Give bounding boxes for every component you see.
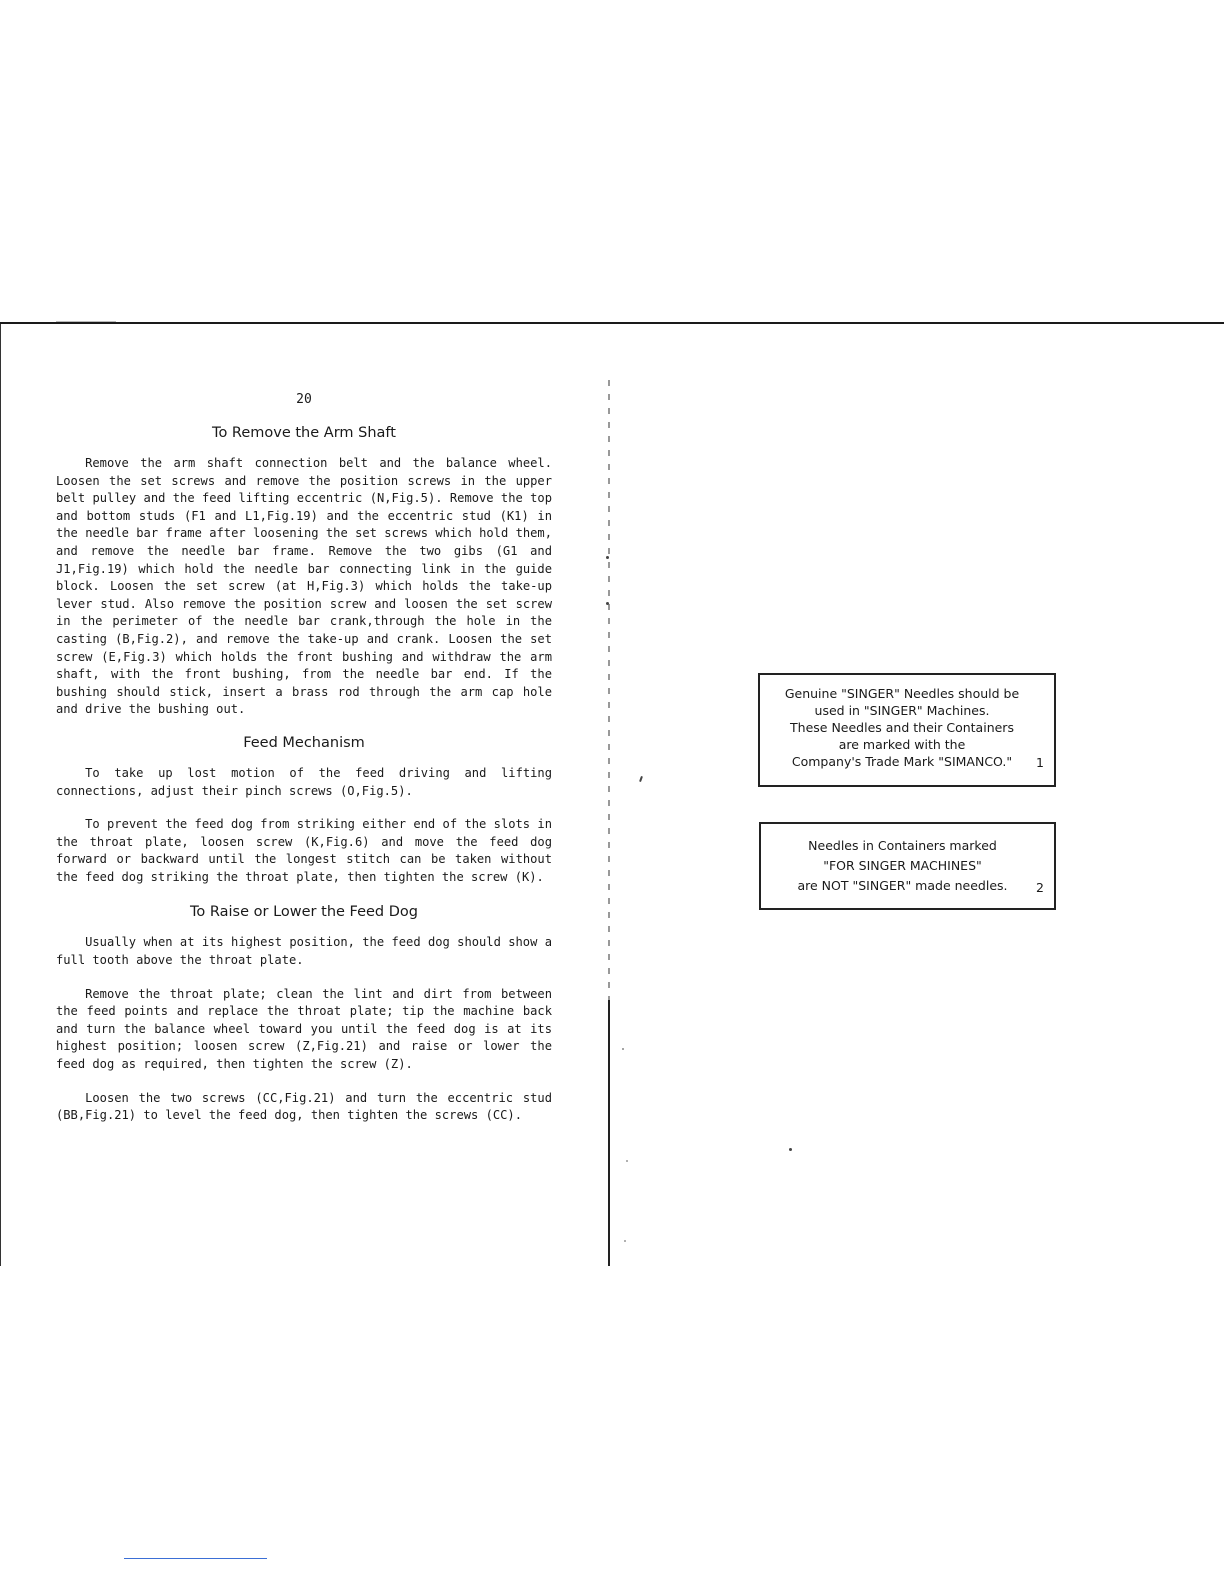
paragraph-highest-position: Usually when at its highest position, the feed dog should show a full tooth above the throat plate. [56,935,552,968]
paragraph-arm-shaft: Remove the arm shaft connection belt and the balance wheel. Loosen the set screws and remove the position screws in the upper belt pulley and the feed lifting eccentric (N,Fig.5). Remove the top and bottom studs (F1 and L1,Fig.19) and the eccentric stud (K1) in the needle bar frame after loosening the set screws which hold them, and remove the needle bar frame. Remove the two gibs (G1 and J1,Fig.19) which hold the needle bar connecting link in the guide block. Loosen the set screw (at H,Fig.3) which holds the take-up lever stud. Also remove the position screw and loosen the set screw in the perimeter of the needle bar crank,through the hole in the casting (B,Fig.2), and remove the take-up and crank. Loosen the set screw (E,Fig.3) which holds the front bushing and withdraw the arm shaft, with the front bushing, from the needle bar end. If the bushing should stick, insert a brass rod through the arm cap hole and drive the bushing out. [56,456,552,717]
notice-line: Genuine "SINGER" Needles should be [784,686,1020,701]
section-heading-raise-lower: To Raise or Lower the Feed Dog [190,904,418,921]
notice-line: These Needles and their Containers [790,720,1014,735]
scan-speck [606,602,609,605]
notice-box-not-singer [759,822,1056,910]
notice-number: 2 [1036,880,1044,895]
paragraph-feed-dog-slots: To prevent the feed dog from striking either end of the slots in the throat plate, loosen screw (K,Fig.6) and move the feed dog forward or backward until the longest stitch can be taken without the feed dog striking the throat plate, then tighten the screw (K). [56,817,552,884]
paragraph-raise-lower-steps: Remove the throat plate; clean the lint and dirt from between the feed points and replace the throat plate; tip the machine back and turn the balance wheel toward you until the feed dog is at its highest position; loosen screw (Z,Fig.21) and raise or lower the feed dog as required, then tighten the screw (Z). [56,986,552,1072]
scan-speck [622,1048,624,1050]
notice-line: Company's Trade Mark "SIMANCO." [791,754,1013,769]
notice-box-genuine-needles [758,673,1056,787]
section-heading-arm-shaft: To Remove the Arm Shaft [212,425,396,441]
notice-line: "FOR SINGER MACHINES" [823,858,982,873]
notice-line: are marked with the [838,737,966,752]
scan-speck [626,1160,628,1162]
section-heading-feed-mechanism: Feed Mechanism [243,734,365,751]
notice-number: 1 [1036,755,1044,770]
notice-line: are NOT "SINGER" made needles. [797,878,1008,893]
page-edge [0,324,1,1266]
page-number: 20 [296,392,312,407]
scan-speck [606,556,609,559]
scan-speck [639,776,643,782]
scan-speck [624,1240,626,1242]
notice-line: Needles in Containers marked [808,838,997,853]
left-page [56,384,552,1141]
paragraph-feed-motion: To take up lost motion of the feed driving and lifting connections, adjust their pinch screws (O,Fig.5). [56,765,552,798]
paragraph-level-feed-dog: Loosen the two screws (CC,Fig.21) and turn the eccentric stud (BB,Fig.21) to level the feed dog, then tighten the screws (CC). [56,1090,552,1123]
bottom-link-underline [124,1558,267,1559]
scan-speck [789,1148,792,1151]
notice-line: used in "SINGER" Machines. [814,703,990,718]
top-rule [0,322,1224,324]
page-gutter-edge [608,1000,610,1266]
